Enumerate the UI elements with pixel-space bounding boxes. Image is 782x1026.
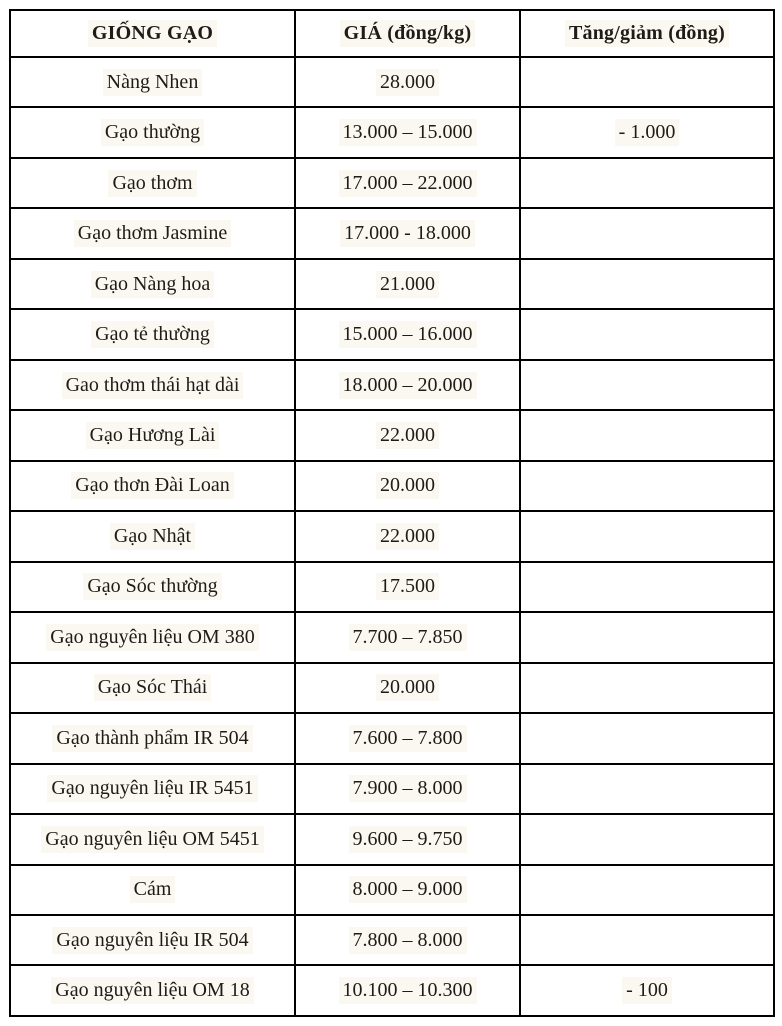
variety-text: Gạo thơm Jasmine: [74, 220, 231, 247]
price-text: 15.000 – 16.000: [339, 321, 477, 348]
variety-cell: [10, 562, 295, 612]
price-text: 7.600 – 7.800: [349, 725, 467, 752]
table-row: [10, 461, 774, 511]
table-row: [10, 713, 774, 763]
header-label-change: Tăng/giảm (đồng): [565, 20, 729, 47]
table-row: [10, 663, 774, 713]
price-text: 22.000: [376, 523, 439, 550]
price-text: 9.600 – 9.750: [349, 826, 467, 853]
change-cell: [520, 713, 774, 763]
price-text: 17.000 - 18.000: [340, 220, 475, 247]
price-text: 22.000: [376, 422, 439, 449]
table-row: [10, 965, 774, 1016]
table-row: [10, 814, 774, 864]
price-cell: [295, 107, 520, 157]
price-text: 8.000 – 9.000: [349, 876, 467, 903]
price-text: 20.000: [376, 674, 439, 701]
variety-cell: [10, 713, 295, 763]
change-cell: [520, 57, 774, 107]
variety-cell: [10, 461, 295, 511]
change-cell: [520, 814, 774, 864]
variety-cell: [10, 865, 295, 915]
variety-text: Gạo nguyên liệu IR 5451: [47, 775, 257, 802]
variety-cell: [10, 208, 295, 258]
price-cell: [295, 865, 520, 915]
change-cell: [520, 410, 774, 460]
variety-cell: [10, 915, 295, 965]
variety-text: Nàng Nhen: [103, 69, 203, 96]
header-cell-price: [295, 10, 520, 57]
variety-cell: [10, 410, 295, 460]
variety-text: Gạo nguyên liệu OM 380: [46, 624, 258, 651]
header-label-price: GIÁ (đồng/kg): [340, 20, 476, 47]
change-cell: [520, 107, 774, 157]
variety-cell: [10, 764, 295, 814]
change-cell: [520, 562, 774, 612]
price-text: 7.900 – 8.000: [349, 775, 467, 802]
price-cell: [295, 511, 520, 561]
header-cell-change: [520, 10, 774, 57]
variety-text: Cám: [130, 876, 176, 903]
price-cell: [295, 309, 520, 359]
variety-text: Gạo nguyên liệu OM 5451: [41, 826, 263, 853]
change-cell: [520, 915, 774, 965]
table-row: [10, 612, 774, 662]
variety-text: Gao thơm thái hạt dài: [62, 372, 244, 399]
price-text: 21.000: [376, 271, 439, 298]
variety-cell: [10, 511, 295, 561]
price-cell: [295, 713, 520, 763]
table-row: [10, 915, 774, 965]
table-row: [10, 57, 774, 107]
table-row: [10, 208, 774, 258]
variety-cell: [10, 612, 295, 662]
table-row: [10, 562, 774, 612]
price-cell: [295, 57, 520, 107]
table-row: [10, 764, 774, 814]
variety-text: Gạo Sóc thường: [83, 573, 221, 600]
price-cell: [295, 158, 520, 208]
variety-text: Gạo thơm: [108, 170, 196, 197]
price-text: 18.000 – 20.000: [339, 372, 477, 399]
table-row: [10, 107, 774, 157]
variety-text: Gạo nguyên liệu OM 18: [51, 977, 253, 1004]
variety-text: Gạo thành phẩm IR 504: [52, 725, 252, 752]
price-cell: [295, 764, 520, 814]
variety-cell: [10, 107, 295, 157]
table-header: [10, 10, 774, 57]
change-cell: [520, 360, 774, 410]
change-cell: [520, 865, 774, 915]
price-cell: [295, 562, 520, 612]
variety-text: Gạo Hương Lài: [86, 422, 220, 449]
price-cell: [295, 360, 520, 410]
change-cell: [520, 965, 774, 1016]
price-cell: [295, 663, 520, 713]
change-cell: [520, 511, 774, 561]
price-text: 20.000: [376, 472, 439, 499]
table-row: [10, 360, 774, 410]
change-text: - 1.000: [615, 119, 680, 146]
variety-cell: [10, 259, 295, 309]
price-text: 7.800 – 8.000: [349, 927, 467, 954]
price-cell: [295, 612, 520, 662]
change-cell: [520, 158, 774, 208]
price-text: 13.000 – 15.000: [339, 119, 477, 146]
change-cell: [520, 461, 774, 511]
price-text: 28.000: [376, 69, 439, 96]
variety-text: Gạo Nàng hoa: [91, 271, 215, 298]
table-body: [10, 57, 774, 1016]
price-text: 17.000 – 22.000: [339, 170, 477, 197]
price-cell: [295, 814, 520, 864]
header-cell-variety: [10, 10, 295, 57]
table-row: [10, 865, 774, 915]
change-cell: [520, 309, 774, 359]
price-text: 10.100 – 10.300: [339, 977, 477, 1004]
change-cell: [520, 764, 774, 814]
header-row: [10, 10, 774, 57]
variety-cell: [10, 57, 295, 107]
change-cell: [520, 208, 774, 258]
table-row: [10, 309, 774, 359]
price-cell: [295, 461, 520, 511]
header-label-variety: GIỐNG GẠO: [88, 20, 217, 47]
variety-text: Gạo Sóc Thái: [94, 674, 212, 701]
variety-text: Gạo thường: [101, 119, 204, 146]
price-text: 7.700 – 7.850: [349, 624, 467, 651]
variety-cell: [10, 309, 295, 359]
variety-text: Gạo tẻ thường: [91, 321, 214, 348]
price-text: 17.500: [376, 573, 439, 600]
change-cell: [520, 259, 774, 309]
variety-text: Gạo Nhật: [110, 523, 195, 550]
variety-cell: [10, 663, 295, 713]
price-cell: [295, 410, 520, 460]
variety-cell: [10, 158, 295, 208]
variety-cell: [10, 360, 295, 410]
rice-price-table: [9, 9, 775, 1017]
price-cell: [295, 965, 520, 1016]
price-cell: [295, 259, 520, 309]
variety-text: Gạo thơn Đài Loan: [71, 472, 233, 499]
table-row: [10, 511, 774, 561]
table-row: [10, 158, 774, 208]
variety-text: Gạo nguyên liệu IR 504: [52, 927, 252, 954]
price-cell: [295, 915, 520, 965]
change-text: - 100: [622, 977, 672, 1004]
table-row: [10, 410, 774, 460]
change-cell: [520, 612, 774, 662]
price-cell: [295, 208, 520, 258]
variety-cell: [10, 814, 295, 864]
change-cell: [520, 663, 774, 713]
variety-cell: [10, 965, 295, 1016]
table-row: [10, 259, 774, 309]
